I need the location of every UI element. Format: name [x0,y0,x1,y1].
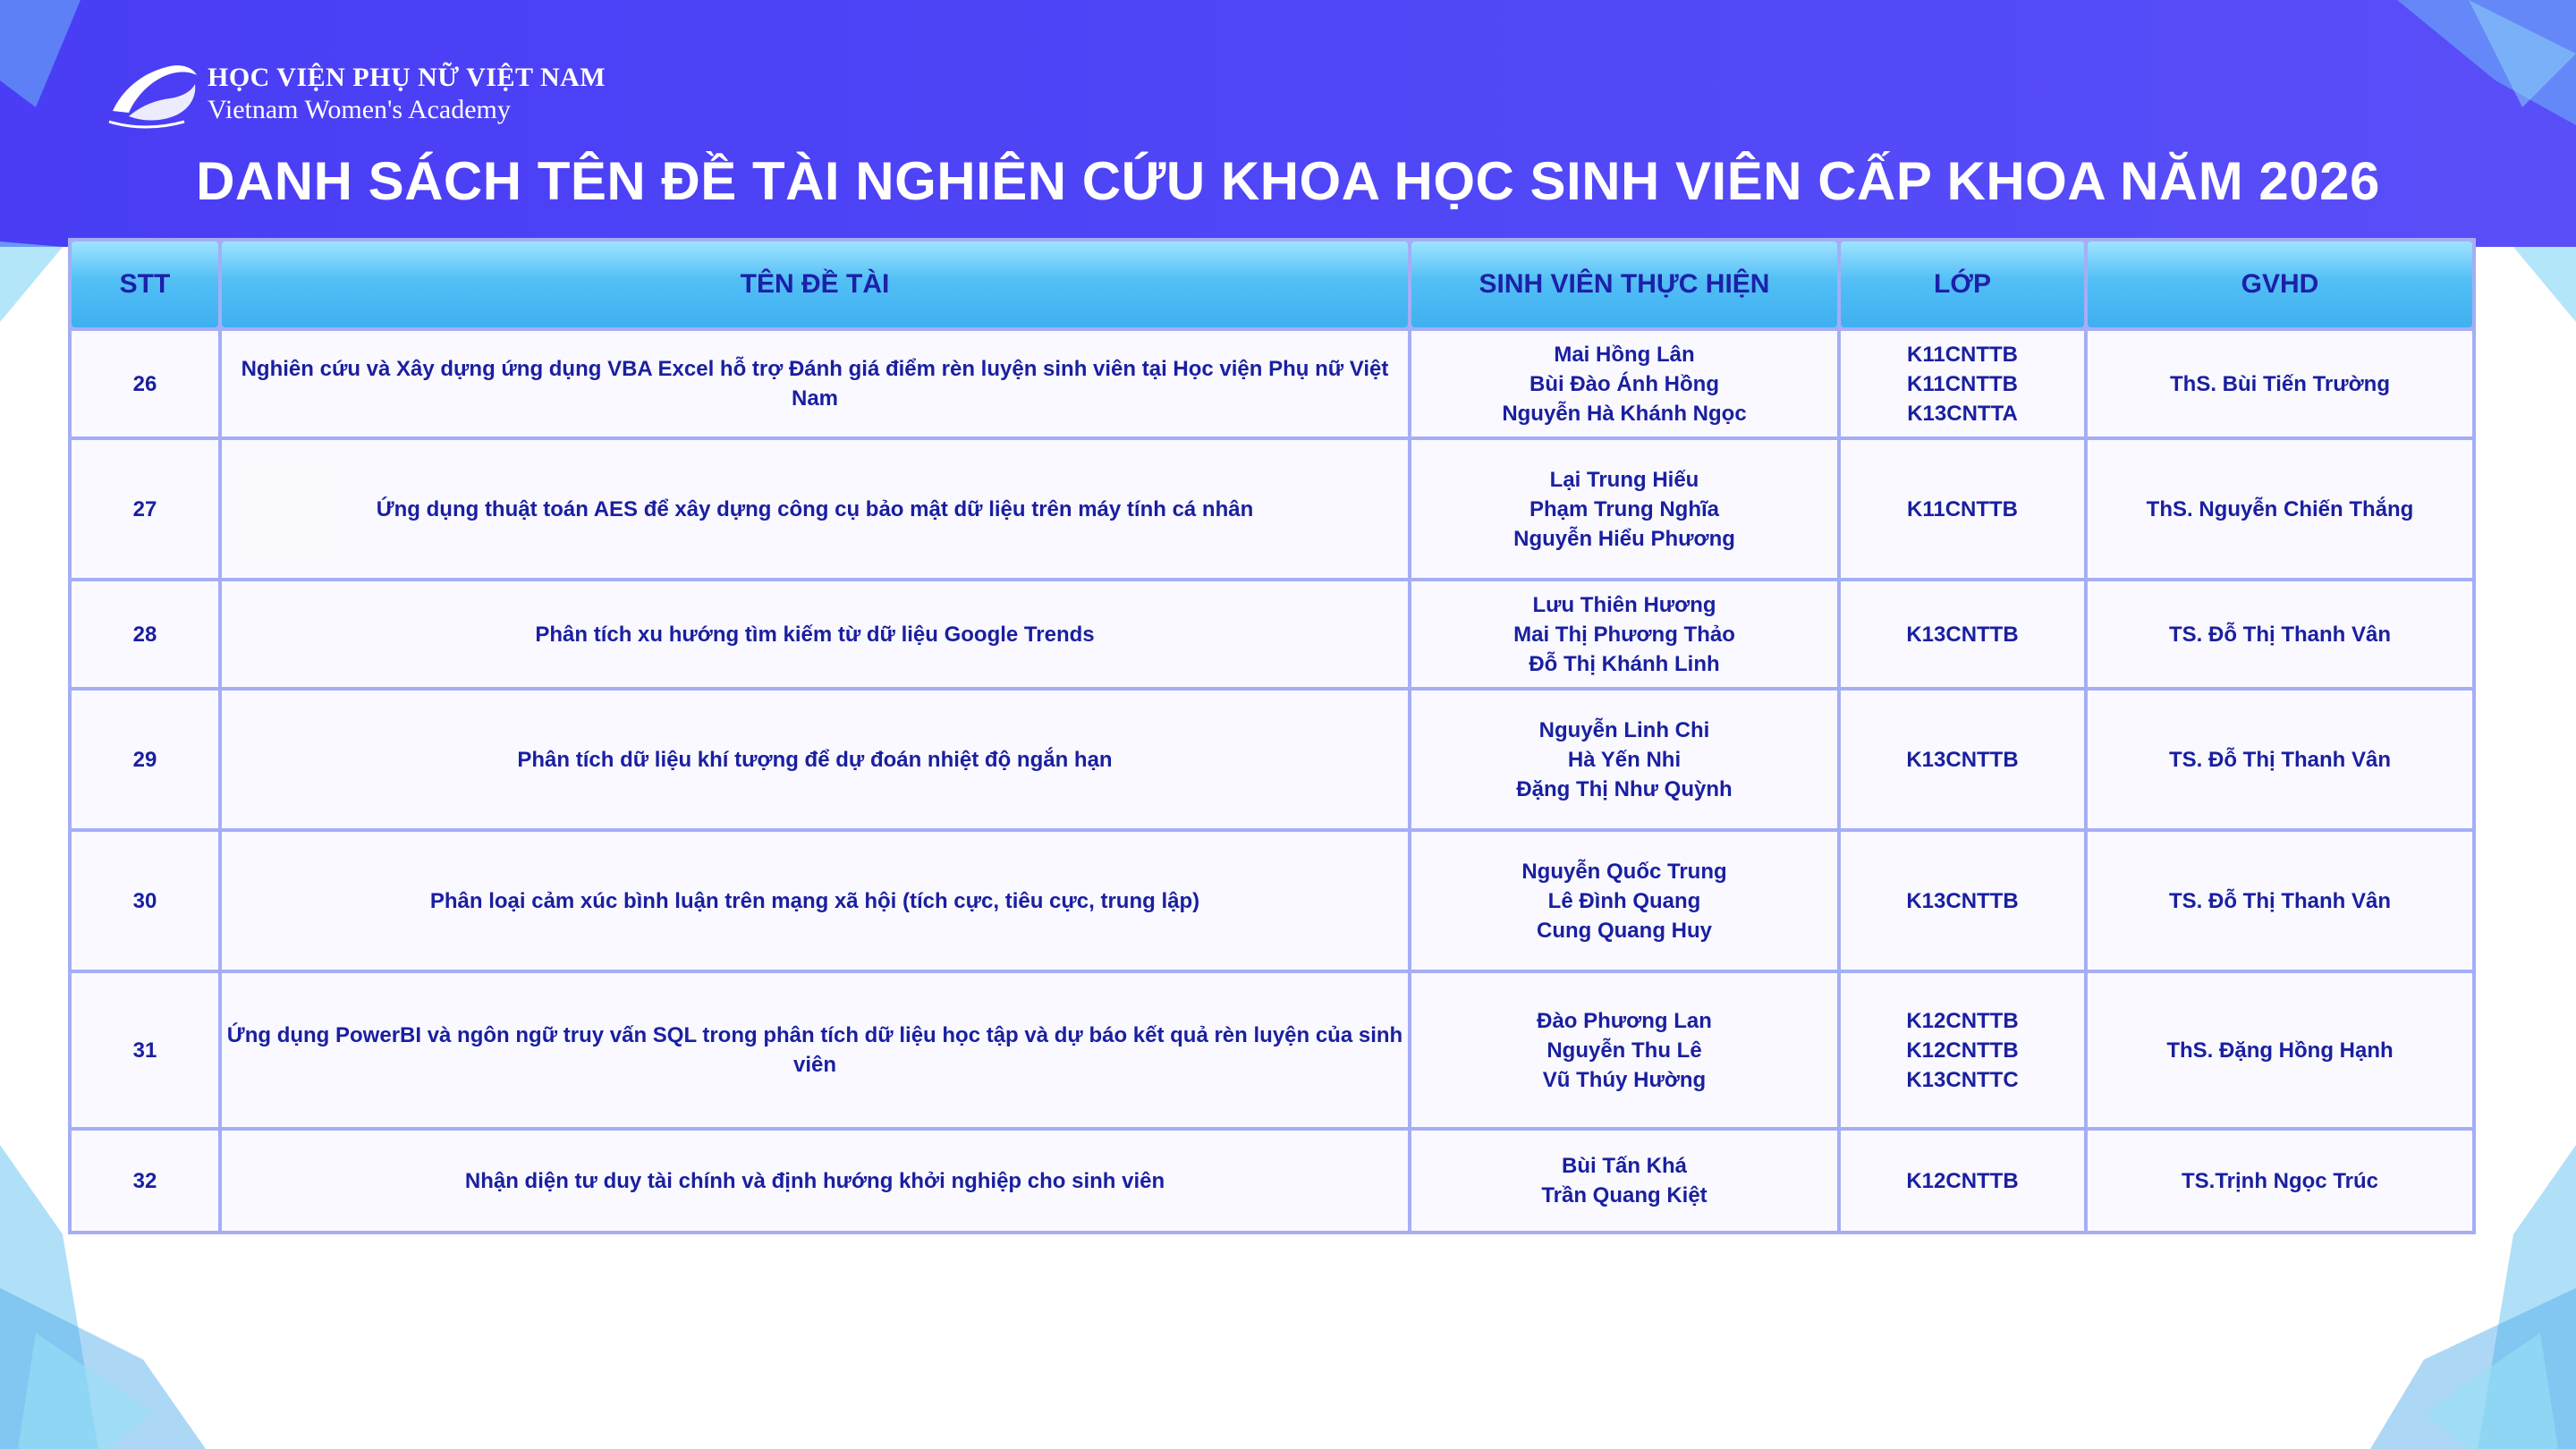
student-name: Nguyễn Hà Khánh Ngọc [1502,401,1747,426]
class-code: K13CNTTC [1906,1067,2019,1092]
cell-students [1411,331,1837,436]
student-name: Nguyễn Quốc Trung [1521,859,1727,884]
student-name: Nguyễn Thu Lê [1546,1038,1702,1063]
class-code: K13CNTTB [1906,888,2019,913]
cell-topic: Phân tích xu hướng tìm kiếm từ dữ liệu Google Trends [222,581,1408,687]
student-name: Vũ Thúy Hường [1542,1067,1707,1092]
cell-class [1841,581,2084,687]
cell-topic: Phân loại cảm xúc bình luận trên mạng xã hội (tích cực, tiêu cực, trung lập) [222,832,1408,970]
cell-students [1411,832,1837,970]
class-code: K12CNTTB [1906,1168,2019,1193]
cell-advisor: ThS. Đặng Hồng Hạnh [2088,973,2472,1127]
class-code: K11CNTTB [1906,371,2019,396]
cell-topic: Phân tích dữ liệu khí tượng để dự đoán nhiệt độ ngắn hạn [222,691,1408,828]
topics-table-container [68,238,2472,1234]
class-code: K13CNTTB [1906,622,2019,647]
cell-stt: 27 [72,440,218,578]
table-row [72,331,2472,436]
topics-table [68,238,2476,1234]
cell-class [1841,440,2084,578]
table-row [72,1131,2472,1231]
student-name: Bùi Tấn Khá [1561,1154,1687,1178]
header-advisor: GVHD [2088,242,2472,327]
cell-advisor: TS. Đỗ Thị Thanh Vân [2088,691,2472,828]
student-name: Bùi Đào Ánh Hồng [1530,371,1719,396]
cell-stt: 30 [72,832,218,970]
student-name: Mai Hồng Lân [1554,342,1695,367]
student-name: Lê Đình Quang [1547,888,1701,913]
header-students: SINH VIÊN THỰC HIỆN [1411,242,1837,327]
student-name: Đỗ Thị Khánh Linh [1529,651,1720,676]
cell-advisor: ThS. Nguyễn Chiến Thắng [2088,440,2472,578]
student-name: Hà Yến Nhi [1567,747,1682,772]
student-name: Lưu Thiên Hương [1532,592,1716,617]
table-row [72,973,2472,1127]
cell-class [1841,832,2084,970]
cell-topic: Ứng dụng PowerBI và ngôn ngữ truy vấn SQL trong phân tích dữ liệu học tập và dự báo kết quả rèn luyện của sinh viên [222,973,1408,1127]
cell-advisor: TS.Trịnh Ngọc Trúc [2088,1131,2472,1231]
student-name: Nguyễn Hiểu Phương [1513,526,1735,551]
cell-class [1841,1131,2084,1231]
table-row [72,440,2472,578]
cell-stt: 28 [72,581,218,687]
table-row [72,581,2472,687]
cell-class [1841,973,2084,1127]
student-name: Đặng Thị Như Quỳnh [1516,776,1733,801]
student-name: Phạm Trung Nghĩa [1529,496,1719,521]
header-class: LỚP [1841,242,2084,327]
cell-advisor: ThS. Bùi Tiến Trường [2088,331,2472,436]
cell-class [1841,331,2084,436]
student-name: Mai Thị Phương Thảo [1513,622,1735,647]
student-name: Cung Quang Huy [1537,918,1712,943]
cell-topic: Nhận diện tư duy tài chính và định hướng khởi nghiệp cho sinh viên [222,1131,1408,1231]
class-code: K11CNTTB [1906,342,2019,367]
cell-stt: 31 [72,973,218,1127]
header-topic: TÊN ĐỀ TÀI [222,242,1408,327]
student-name: Đào Phương Lan [1537,1008,1712,1033]
academy-logo[interactable] [106,57,606,131]
cell-students [1411,581,1837,687]
header-stt: STT [72,242,218,327]
cell-students [1411,973,1837,1127]
class-code: K13CNTTA [1907,401,2018,426]
table-row [72,832,2472,970]
class-code: K13CNTTB [1906,747,2019,772]
cell-stt: 26 [72,331,218,436]
cell-stt: 29 [72,691,218,828]
class-code: K12CNTTB [1906,1038,2019,1063]
academy-name-vi: HỌC VIỆN PHỤ NỮ VIỆT NAM [208,63,606,92]
student-name: Trần Quang Kiệt [1541,1183,1707,1208]
cell-students [1411,1131,1837,1231]
page-title: DANH SÁCH TÊN ĐỀ TÀI NGHIÊN CỨU KHOA HỌC SINH VIÊN CẤP KHOA NĂM 2026 [196,151,2380,211]
table-header-row [72,242,2472,327]
academy-name-en: Vietnam Women's Academy [208,95,511,124]
student-name: Nguyễn Linh Chi [1538,717,1710,742]
table-row [72,691,2472,828]
cell-class [1841,691,2084,828]
cell-students [1411,691,1837,828]
cell-students [1411,440,1837,578]
cell-advisor: TS. Đỗ Thị Thanh Vân [2088,832,2472,970]
class-code: K11CNTTB [1906,496,2019,521]
student-name: Lại Trung Hiếu [1549,467,1699,492]
class-code: K12CNTTB [1906,1008,2019,1033]
cell-topic: Nghiên cứu và Xây dựng ứng dụng VBA Excel hỗ trợ Đánh giá điểm rèn luyện sinh viên tại Học viện Phụ nữ Việt Nam [222,331,1408,436]
cell-advisor: TS. Đỗ Thị Thanh Vân [2088,581,2472,687]
cell-topic: Ứng dụng thuật toán AES để xây dựng công cụ bảo mật dữ liệu trên máy tính cá nhân [222,440,1408,578]
bird-logo-icon [106,57,199,131]
cell-stt: 32 [72,1131,218,1231]
